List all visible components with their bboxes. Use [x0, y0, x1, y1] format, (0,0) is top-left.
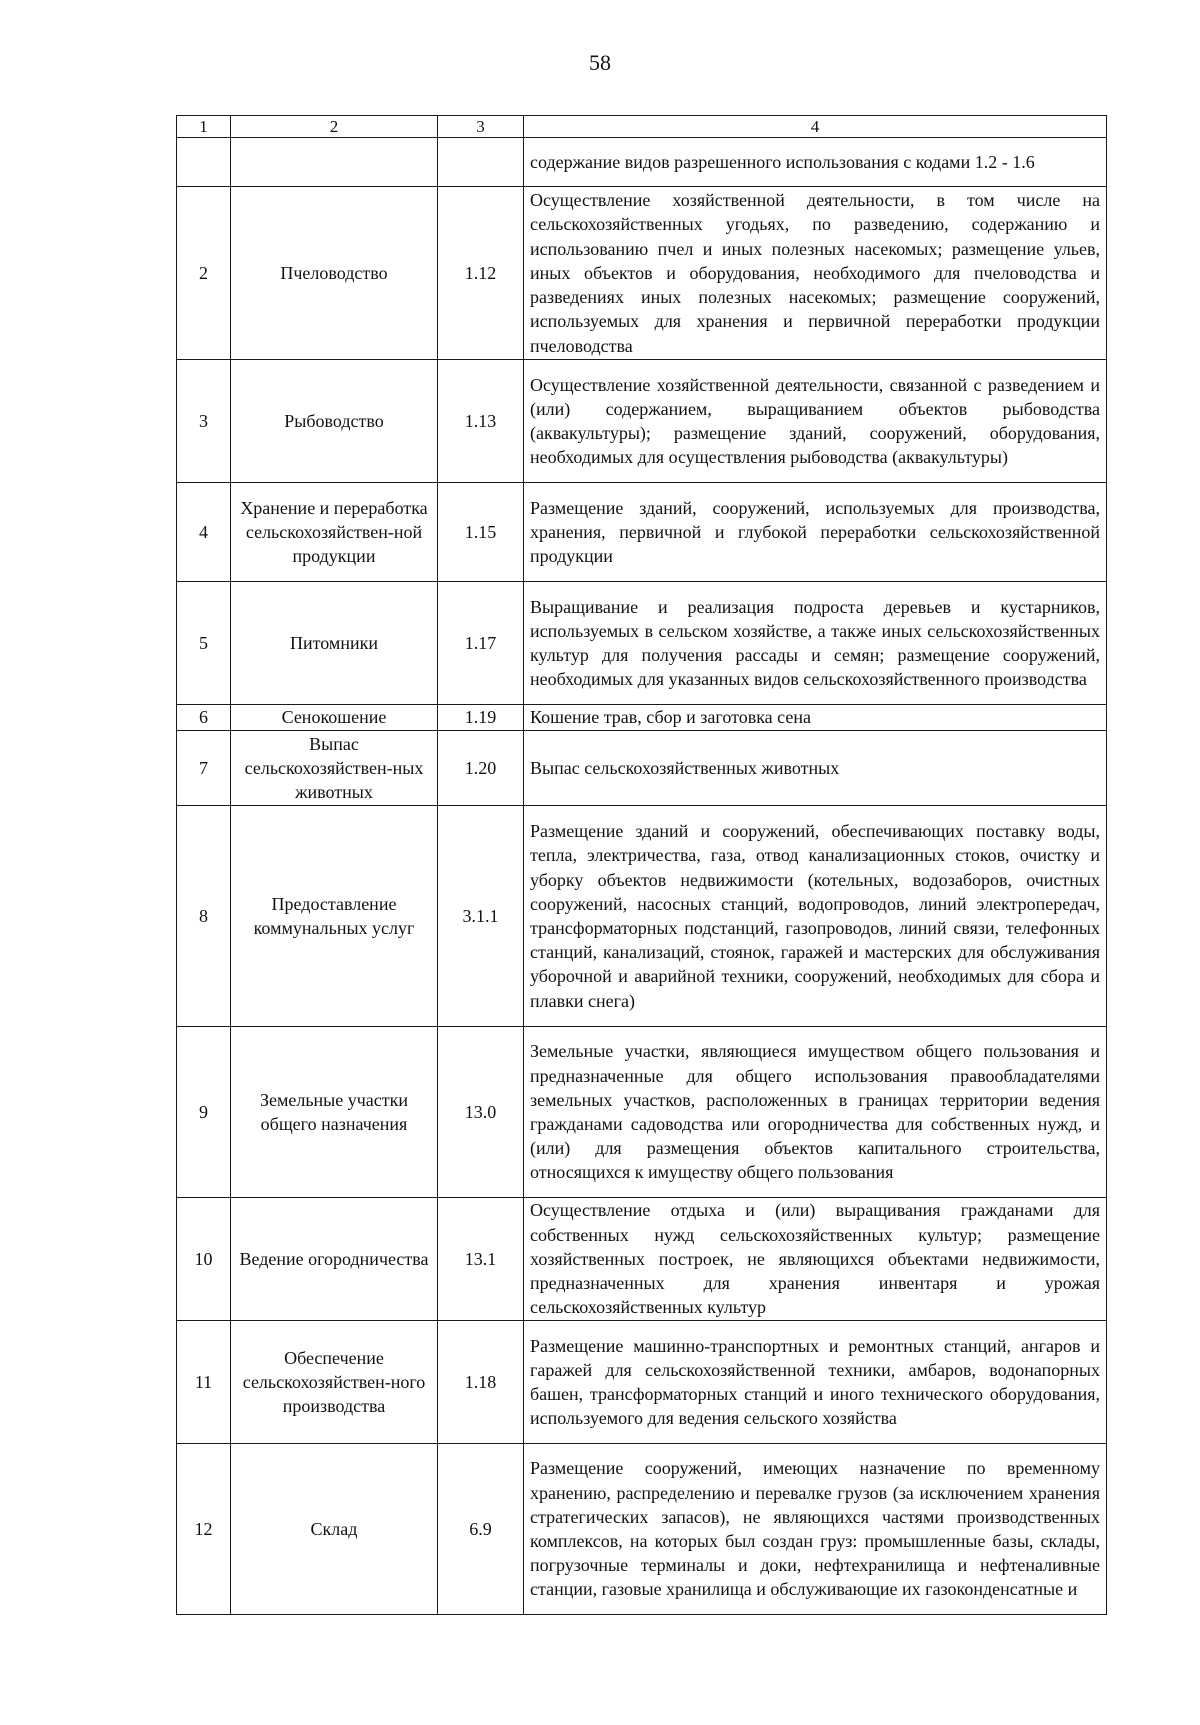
use-description: Осуществление отдыха и (или) выращивания гражданами для собственных нужд сельскохозяйственных культур; размещение хозяйственных построек, не являющихся объектами недвижимости, предназначенных для хранения инвентаря и урожая сельскохозяйственных культур — [524, 1198, 1107, 1321]
row-number: 12 — [177, 1444, 231, 1615]
use-code: 1.15 — [438, 483, 524, 582]
row-number — [177, 138, 231, 187]
table-row — [177, 483, 1107, 582]
table-row — [177, 187, 1107, 360]
use-description: Размещение машинно-транспортных и ремонтных станций, ангаров и гаражей для сельскохозяйственной техники, амбаров, водонапорных башен, трансформаторных станций и иного технического оборудования, используемого для ведения сельского хозяйства — [524, 1321, 1107, 1444]
use-name: Ведение огородничества — [231, 1198, 438, 1321]
table-row — [177, 582, 1107, 705]
use-name: Сенокошение — [231, 705, 438, 731]
use-code: 1.13 — [438, 360, 524, 483]
use-code: 3.1.1 — [438, 806, 524, 1027]
table-body — [177, 116, 1107, 1615]
use-name: Предоставление коммунальных услуг — [231, 806, 438, 1027]
header-cell-4: 4 — [524, 116, 1107, 138]
use-code: 1.17 — [438, 582, 524, 705]
use-name: Рыбоводство — [231, 360, 438, 483]
use-name: Хранение и переработка сельскохозяйствен-ной продукции — [231, 483, 438, 582]
row-number: 5 — [177, 582, 231, 705]
use-code: 13.0 — [438, 1027, 524, 1198]
use-code: 13.1 — [438, 1198, 524, 1321]
row-number: 4 — [177, 483, 231, 582]
row-number: 6 — [177, 705, 231, 731]
row-number: 9 — [177, 1027, 231, 1198]
use-code: 6.9 — [438, 1444, 524, 1615]
table-row — [177, 1321, 1107, 1444]
use-name — [231, 138, 438, 187]
header-cell-1: 1 — [177, 116, 231, 138]
row-number: 10 — [177, 1198, 231, 1321]
use-description: Выращивание и реализация подроста деревьев и кустарников, используемых в сельском хозяйстве, а также иных сельскохозяйственных культур для получения рассады и семян; размещение сооружений, необходимых для указанных видов сельскохозяйственного производства — [524, 582, 1107, 705]
use-description: Кошение трав, сбор и заготовка сена — [524, 705, 1107, 731]
use-code: 1.19 — [438, 705, 524, 731]
use-description: Осуществление хозяйственной деятельности, связанной с разведением и (или) содержанием, выращиванием объектов рыбоводства (аквакультуры); размещение зданий, сооружений, оборудования, необходимых для осуществления рыбоводства (аквакультуры) — [524, 360, 1107, 483]
land-use-table — [176, 115, 1107, 1615]
use-description: Размещение сооружений, имеющих назначение по временному хранению, распределению и перевалке грузов (за исключением хранения стратегических запасов), не являющихся частями производственных комплексов, на которых был создан груз: промышленные базы, склады, погрузочные терминалы и доки, нефтехранилища и нефтеналивные станции, газовые хранилища и обслуживающие их газоконденсатные и — [524, 1444, 1107, 1615]
table-row — [177, 806, 1107, 1027]
table-row — [177, 705, 1107, 731]
table-row — [177, 731, 1107, 806]
header-row — [177, 116, 1107, 138]
table-row — [177, 1198, 1107, 1321]
header-cell-3: 3 — [438, 116, 524, 138]
table-row — [177, 360, 1107, 483]
table-row — [177, 1027, 1107, 1198]
row-number: 2 — [177, 187, 231, 360]
page-number: 58 — [589, 50, 611, 75]
use-name: Обеспечение сельскохозяйствен-ного производства — [231, 1321, 438, 1444]
row-number: 11 — [177, 1321, 231, 1444]
use-code: 1.12 — [438, 187, 524, 360]
use-name: Земельные участки общего назначения — [231, 1027, 438, 1198]
use-code: 1.20 — [438, 731, 524, 806]
use-name: Склад — [231, 1444, 438, 1615]
row-number: 8 — [177, 806, 231, 1027]
use-code: 1.18 — [438, 1321, 524, 1444]
use-name: Пчеловодство — [231, 187, 438, 360]
use-code — [438, 138, 524, 187]
use-description: Размещение зданий, сооружений, используемых для производства, хранения, первичной и глубокой переработки сельскохозяйственной продукции — [524, 483, 1107, 582]
use-name: Питомники — [231, 582, 438, 705]
row-number: 7 — [177, 731, 231, 806]
use-description: Осуществление хозяйственной деятельности, в том числе на сельскохозяйственных угодьях, по разведению, содержанию и использованию пчел и иных полезных насекомых; размещение ульев, иных объектов и оборудования, необходимого для пчеловодства и разведениях иных полезных насекомых; размещение сооружений, используемых для хранения и первичной переработки продукции пчеловодства — [524, 187, 1107, 360]
use-description: Выпас сельскохозяйственных животных — [524, 731, 1107, 806]
use-description: Размещение зданий и сооружений, обеспечивающих поставку воды, тепла, электричества, газа, отвод канализационных стоков, очистку и уборку объектов недвижимости (котельных, водозаборов, очистных сооружений, насосных станций, водопроводов, линий электропередач, трансформаторных подстанций, газопроводов, линий связи, телефонных станций, канализаций, стоянок, гаражей и мастерских для обслуживания уборочной и аварийной техники, сооружений, необходимых для сбора и плавки снега) — [524, 806, 1107, 1027]
table-row — [177, 138, 1107, 187]
use-description: Земельные участки, являющиеся имуществом общего пользования и предназначенные для общего использования правообладателями земельных участков, расположенных в границах территории ведения гражданами садоводства или огородничества для собственных нужд, и (или) для размещения объектов капитального строительства, относящихся к имуществу общего пользования — [524, 1027, 1107, 1198]
use-description: содержание видов разрешенного использования с кодами 1.2 - 1.6 — [524, 138, 1107, 187]
header-cell-2: 2 — [231, 116, 438, 138]
table-row — [177, 1444, 1107, 1615]
row-number: 3 — [177, 360, 231, 483]
use-name: Выпас сельскохозяйствен-ных животных — [231, 731, 438, 806]
